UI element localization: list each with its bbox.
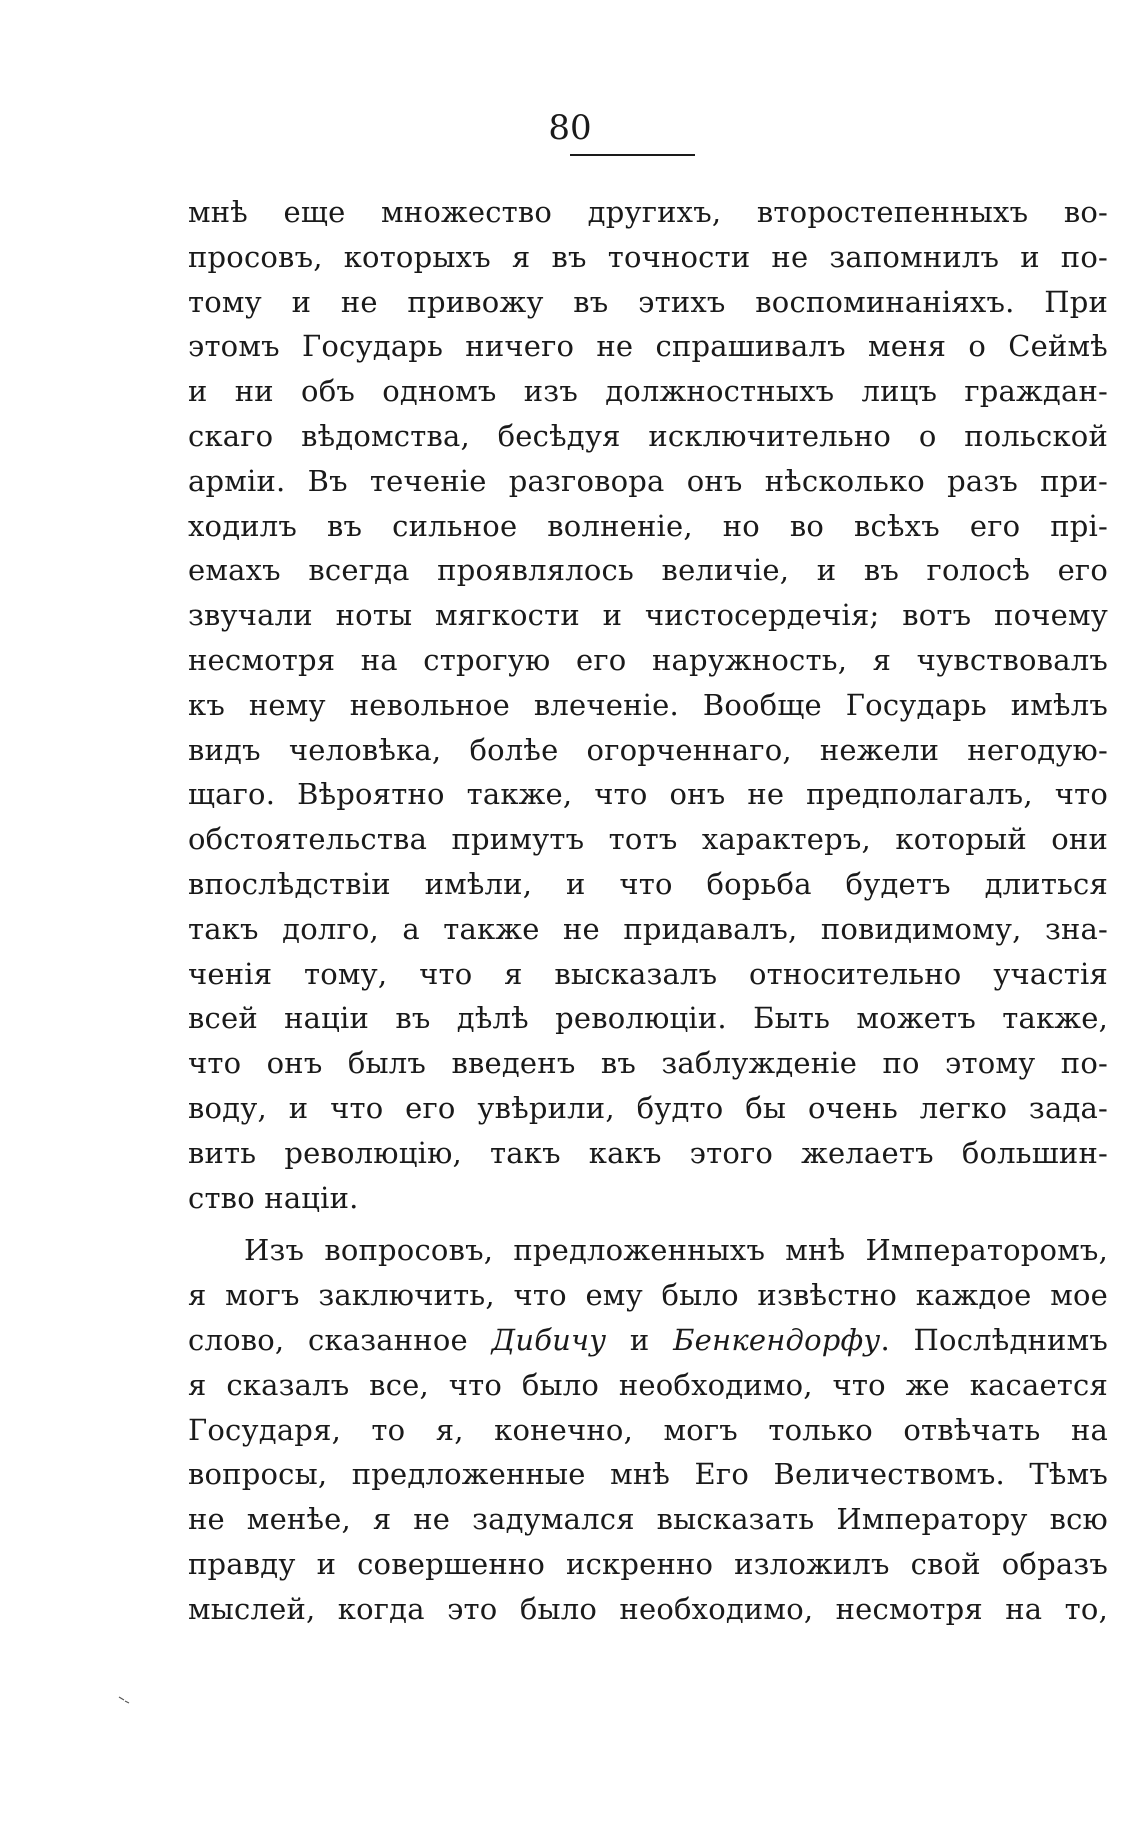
italic-name-dibich: Дибичу [491,1322,607,1357]
body-text [188,190,1108,1632]
text-line: емахъ всегда проявлялось величіе, и въ голосѣ его [188,553,1108,588]
paragraph [188,190,1108,1220]
stray-print-mark [118,1695,132,1705]
text-line: къ нему невольное влеченіе. Вообще Государь имѣлъ [188,687,1108,722]
text-line: Государя, то я, конечно, могъ только отвѣчать на [188,1412,1108,1447]
text-line: щаго. Вѣроятно также, что онъ не предполагалъ, что [188,777,1108,812]
text-line: что онъ былъ введенъ въ заблужденіе по этому по- [188,1046,1108,1081]
text-line: вить революцію, такъ какъ этого желаетъ большин- [188,1135,1108,1170]
text-line: воду, и что его увѣрили, будто бы очень легко зада- [188,1090,1108,1125]
text-line: обстоятельства примутъ тотъ характеръ, который они [188,822,1108,857]
header-rule [570,154,695,156]
text-line: ченія тому, что я высказалъ относительно участія [188,956,1108,991]
text-line: этомъ Государь ничего не спрашивалъ меня о Сеймѣ [188,329,1108,364]
italic-name-benkendorf: Бенкендорфу [673,1322,881,1357]
text-line-with-names [188,1318,1108,1363]
text-line: скаго вѣдомства, бесѣдуя исключительно о польской [188,418,1108,453]
text-line: правду и совершенно искренно изложилъ свой образъ [188,1546,1108,1581]
text-line: всей націи въ дѣлѣ революціи. Быть можетъ также, [188,1001,1108,1036]
text-line: впослѣдствіи имѣли, и что борьба будетъ длиться [188,866,1108,901]
text-line: такъ долго, а также не придавалъ, повидимому, зна- [188,911,1108,946]
text-line: мыслей, когда это было необходимо, несмотря на то, [188,1591,1108,1626]
text-line: я сказалъ все, что было необходимо, что же касается [188,1367,1108,1402]
text-fragment: слово, сказанное [188,1322,492,1357]
text-line: не менѣе, я не задумался высказать Императору всю [188,1502,1108,1537]
text-fragment: . Послѣднимъ [880,1322,1108,1357]
text-line: мнѣ еще множество другихъ, второстепенныхъ во- [188,195,1108,229]
text-line: я могъ заключить, что ему было извѣстно каждое мое [188,1278,1108,1313]
text-line: и ни объ одномъ изъ должностныхъ лицъ граждан- [188,374,1108,409]
paragraph [188,1228,1108,1631]
text-line: ходилъ въ сильное волненіе, но во всѣхъ его прі- [188,508,1108,543]
text-line: ство націи. [188,1180,359,1215]
text-line: просовъ, которыхъ я въ точности не запомнилъ и по- [188,239,1108,274]
paragraph-gap [188,1220,1108,1228]
text-line: Изъ вопросовъ, предложенныхъ мнѣ Императоромъ, [244,1233,1108,1268]
text-line: несмотря на строгую его наружность, я чувствовалъ [188,642,1108,677]
text-fragment: и [606,1322,674,1357]
page-number: 80 [548,108,592,148]
text-line: звучали ноты мягкости и чистосердечія; вотъ почему [188,598,1108,633]
text-line: видъ человѣка, болѣе огорченнаго, нежели негодую- [188,732,1108,767]
text-line: тому и не привожу въ этихъ воспоминаніяхъ. При [188,284,1108,319]
text-line: арміи. Въ теченіе разговора онъ нѣсколько разъ при- [188,463,1108,498]
text-line: вопросы, предложенные мнѣ Его Величествомъ. Тѣмъ [188,1457,1108,1492]
